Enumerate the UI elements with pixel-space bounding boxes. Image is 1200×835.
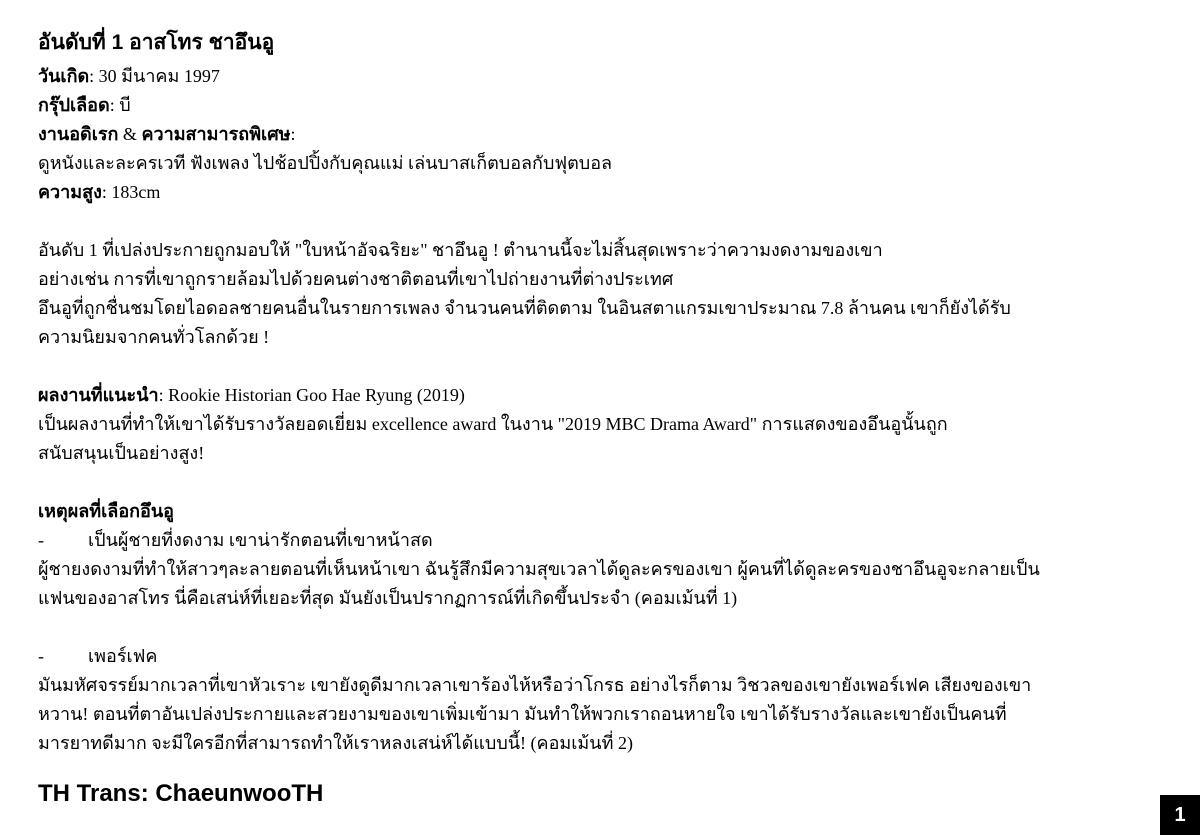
height-label: ความสูง (38, 182, 102, 202)
intro-line: อันดับ 1 ที่เปล่งประกายถูกมอบให้ "ใบหน้าอัจฉริยะ" ชาอึนอู ! ตำนานนี้จะไม่สิ้นสุดเพราะว่าความงดงามของเขา (38, 240, 883, 260)
reason-line: แฟนของอาสโทร นี่คือเสน่ห์ที่เยอะที่สุด มันยังเป็นปรากฏการณ์ที่เกิดขึ้นประจำ (คอมเม้นที่ 1) (38, 588, 738, 608)
work-value: : Rookie Historian Goo Hae Ryung (2019) (158, 385, 465, 405)
intro-line: อย่างเช่น การที่เขาถูกรายล้อมไปด้วยคนต่างชาติตอนที่เขาไปถ่ายงานที่ต่างประเทศ (38, 269, 674, 289)
reason-heading-row (38, 642, 1178, 671)
hobby-colon: : (290, 124, 296, 144)
work-line: เป็นผลงานที่ทำให้เขาได้รับรางวัลยอดเยี่ยม excellence award ในงาน "2019 MBC Drama Award" การแสดงของอึนอูนั้นถูก (38, 414, 948, 434)
birthday-row (38, 62, 1178, 91)
reasons-label: เหตุผลที่เลือกอึนอู (38, 501, 174, 521)
reason-line: หวาน! ตอนที่ตาอันเปล่งประกายและสวยงามของเขาเพิ่มเข้ามา มันทำให้พวกเราถอนหายใจ เขาได้รับรางวัลและเขายังเป็นคนที่ (38, 704, 1007, 724)
document-page (38, 28, 1178, 758)
work-row (38, 381, 1178, 410)
page-number-badge: 1 (1160, 795, 1200, 835)
reason-line: ผู้ชายงดงามที่ทำให้สาวๆละลายตอนที่เห็นหน้าเขา ฉันรู้สึกมีความสุขเวลาได้ดูละครของเขา ผู้คนที่ได้ดูละครของชาอึนอูจะกลายเป็น (38, 559, 1040, 579)
birthday-label: วันเกิด (38, 66, 90, 86)
intro-line: ความนิยมจากคนทั่วโลกด้วย ! (38, 327, 270, 347)
work-label: ผลงานที่แนะนำ (38, 385, 159, 405)
hobby-heading-row (38, 120, 1178, 149)
bullet-dash: - (38, 646, 44, 666)
hobby-value: ดูหนังและละครเวที ฟังเพลง ไปช้อปปิ้งกับคุณแม่ เล่นบาสเก็ตบอลกับฟุตบอล (38, 153, 613, 173)
reason-heading-row (38, 526, 1178, 555)
translator-credit: TH Trans: ChaeunwooTH (38, 780, 324, 807)
bullet-dash: - (38, 530, 44, 550)
intro-line: อึนอูที่ถูกชื่นชมโดยไอดอลชายคนอื่นในรายการเพลง จำนวนคนที่ติดตาม ในอินสตาแกรมเขาประมาณ 7.8 ล้านคน เขาก็ยังได้รับ (38, 298, 1011, 318)
birthday-value: : 30 มีนาคม 1997 (89, 66, 220, 86)
reason-heading: เป็นผู้ชายที่งดงาม เขาน่ารักตอนที่เขาหน้าสด (88, 530, 433, 550)
blood-type-value: : บี (109, 95, 131, 115)
reason-line: มารยาทดีมาก จะมีใครอีกที่สามารถทำให้เราหลงเสน่ห์ได้แบบนี้! (คอมเม้นที่ 2) (38, 733, 633, 753)
talent-label: ความสามารถพิเศษ (141, 124, 291, 144)
reason-line: มันมหัศจรรย์มากเวลาที่เขาหัวเราะ เขายังดูดีมากเวลาเขาร้องไห้หรือว่าโกรธ อย่างไรก็ตาม วิชวลของเขายังเพอร์เฟค เสียงของเขา (38, 675, 1032, 695)
page-title: อันดับที่ 1 อาสโทร ชาอึนอู (38, 31, 275, 54)
blood-type-label: กรุ๊ปเลือด (38, 95, 110, 115)
hobby-amp: & (118, 124, 142, 144)
height-row (38, 178, 1178, 207)
blood-type-row (38, 91, 1178, 120)
reason-heading: เพอร์เฟค (88, 646, 158, 666)
work-line: สนับสนุนเป็นอย่างสูง! (38, 443, 205, 463)
hobby-label: งานอดิเรก (38, 124, 119, 144)
height-value: : 183cm (101, 182, 161, 202)
